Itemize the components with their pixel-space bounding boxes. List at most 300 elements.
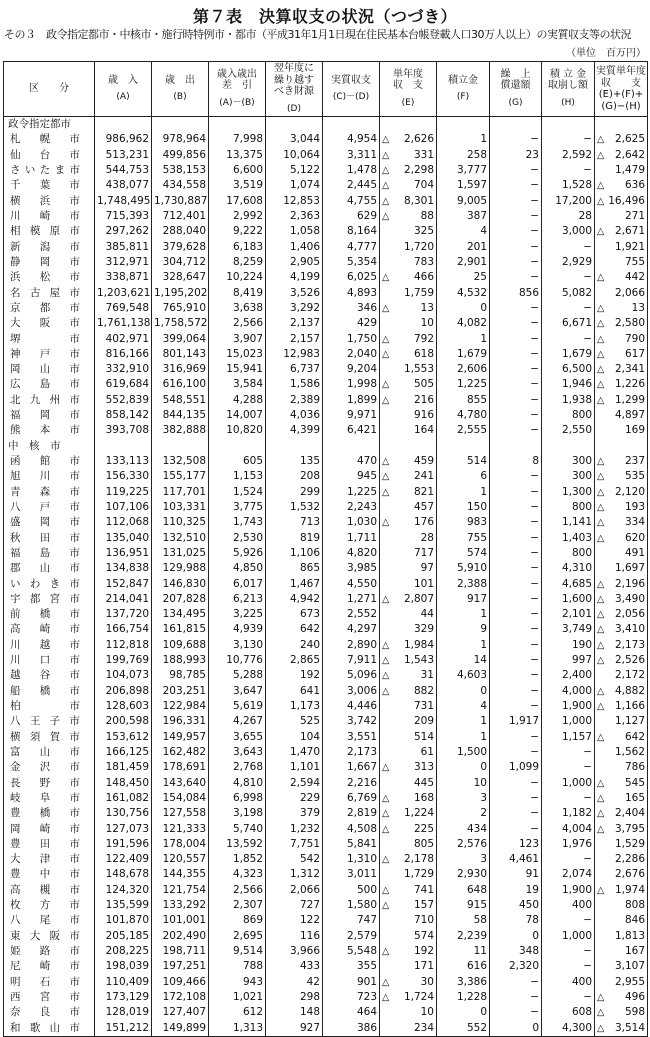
header-early-redemption: 繰 上 償還額 (G): [490, 62, 542, 117]
value-cell: 299: [266, 485, 323, 500]
value-cell: 199,769: [95, 653, 152, 668]
value-cell: −: [490, 316, 542, 331]
value-cell: 387: [437, 209, 490, 224]
value-cell: △ 168: [380, 791, 437, 806]
value-cell: 800: [542, 546, 595, 561]
value-cell: 171: [380, 959, 437, 974]
value-cell: 1,743: [209, 515, 266, 530]
value-cell: △ 2,173: [595, 638, 648, 653]
value-cell: 129,988: [152, 561, 209, 576]
value-cell: 110,325: [152, 515, 209, 530]
value-cell: 755: [437, 530, 490, 545]
value-cell: 7,751: [266, 837, 323, 852]
value-cell: 271: [595, 209, 648, 224]
value-cell: △ 1,543: [380, 653, 437, 668]
value-cell: 124,320: [95, 883, 152, 898]
value-cell: △ 13: [380, 301, 437, 316]
table-row: [4, 975, 648, 990]
value-cell: 3,584: [209, 377, 266, 392]
value-cell: 382,888: [152, 423, 209, 438]
value-cell: 288,040: [152, 224, 209, 239]
value-cell: 3: [437, 852, 490, 867]
value-cell: 538,153: [152, 163, 209, 178]
value-cell: 6,998: [209, 791, 266, 806]
value-cell: 3,742: [323, 714, 380, 729]
value-cell: −: [542, 791, 595, 806]
value-cell: 297,262: [95, 224, 152, 239]
value-cell: −: [490, 163, 542, 178]
value-cell: −: [490, 684, 542, 699]
table-row: [4, 561, 648, 576]
value-cell: △ 31: [380, 668, 437, 683]
value-cell: △ 618: [380, 347, 437, 362]
city-name: 札幌市: [4, 132, 95, 147]
value-cell: △ 193: [595, 500, 648, 515]
value-cell: 1,562: [595, 745, 648, 760]
header-division: 区 分: [4, 62, 95, 117]
city-name: 川崎市: [4, 209, 95, 224]
value-cell: 97: [380, 561, 437, 576]
value-cell: 150: [437, 500, 490, 515]
value-cell: △ 237: [595, 454, 648, 469]
value-cell: 2,243: [323, 500, 380, 515]
value-cell: 6: [437, 469, 490, 484]
value-cell: 123: [490, 837, 542, 852]
city-name: 越谷市: [4, 668, 95, 683]
value-cell: 1,310: [323, 852, 380, 867]
value-cell: 196,331: [152, 714, 209, 729]
value-cell: 3,647: [209, 684, 266, 699]
value-cell: 128,019: [95, 1005, 152, 1020]
table-title: 第７表 決算収支の状況（つづき）: [192, 7, 457, 26]
empty-cell: [209, 439, 266, 454]
value-cell: 4,300: [542, 1020, 595, 1036]
value-cell: 9,514: [209, 944, 266, 959]
value-cell: 191,596: [95, 837, 152, 852]
value-cell: 117,701: [152, 485, 209, 500]
value-cell: −: [490, 730, 542, 745]
value-cell: 4,893: [323, 285, 380, 300]
value-cell: △ 2,626: [380, 132, 437, 147]
value-cell: 379: [266, 806, 323, 821]
value-cell: 1,529: [595, 837, 648, 852]
value-cell: △ 1,974: [595, 883, 648, 898]
value-cell: 1,761,138: [95, 316, 152, 331]
value-cell: 1,099: [490, 760, 542, 775]
value-cell: 552,839: [95, 393, 152, 408]
value-cell: 1,600: [542, 592, 595, 607]
value-cell: 6,737: [266, 362, 323, 377]
value-cell: 208,225: [95, 944, 152, 959]
value-cell: 4,000: [542, 684, 595, 699]
value-cell: −: [542, 852, 595, 867]
value-cell: 132,510: [152, 530, 209, 545]
empty-cell: [490, 117, 542, 133]
value-cell: 3,519: [209, 178, 266, 193]
value-cell: △ 3,514: [595, 1020, 648, 1036]
value-cell: 164: [380, 423, 437, 438]
value-cell: 58: [437, 913, 490, 928]
value-cell: 499,856: [152, 148, 209, 163]
empty-cell: [152, 439, 209, 454]
value-cell: 4,297: [323, 622, 380, 637]
value-cell: 1,479: [595, 163, 648, 178]
table-row: [4, 178, 648, 193]
city-name: 高槻市: [4, 883, 95, 898]
value-cell: 2,239: [437, 929, 490, 944]
value-cell: 127,558: [152, 806, 209, 821]
value-cell: 470: [323, 454, 380, 469]
table-row: [4, 423, 648, 438]
header-reserve-withdrawal: 積 立 金 取崩し額 (H): [542, 62, 595, 117]
city-name: 和歌山市: [4, 1020, 95, 1036]
table-row: [4, 791, 648, 806]
empty-cell: [209, 117, 266, 133]
value-cell: 1: [437, 730, 490, 745]
value-cell: −: [490, 178, 542, 193]
value-cell: 2,606: [437, 362, 490, 377]
value-cell: 434,558: [152, 178, 209, 193]
value-cell: 6,017: [209, 576, 266, 591]
value-cell: −: [490, 990, 542, 1005]
value-cell: 135,599: [95, 898, 152, 913]
value-cell: 2,445: [323, 178, 380, 193]
value-cell: 116: [266, 929, 323, 944]
value-cell: 548,551: [152, 393, 209, 408]
value-cell: 4,004: [542, 821, 595, 836]
city-name: 函館市: [4, 454, 95, 469]
value-cell: 200,598: [95, 714, 152, 729]
value-cell: 2,992: [209, 209, 266, 224]
table-row: [4, 301, 648, 316]
value-cell: 457: [380, 500, 437, 515]
value-cell: 765,910: [152, 301, 209, 316]
value-cell: 28: [380, 530, 437, 545]
value-cell: 103,331: [152, 500, 209, 515]
city-name: 仙台市: [4, 148, 95, 163]
value-cell: 4,850: [209, 561, 266, 576]
value-cell: △ 1,226: [595, 377, 648, 392]
value-cell: 3,225: [209, 607, 266, 622]
value-cell: △ 13: [595, 301, 648, 316]
table-row: [4, 393, 648, 408]
value-cell: △ 241: [380, 469, 437, 484]
value-cell: 3,907: [209, 331, 266, 346]
value-cell: 945: [323, 469, 380, 484]
value-cell: 4,954: [323, 132, 380, 147]
header-real-single-year: 実質単年度 収 支 (E)+(F)+ (G)−(H): [595, 62, 648, 117]
value-cell: 3,000: [542, 224, 595, 239]
value-cell: 2,550: [542, 423, 595, 438]
value-cell: 1,232: [266, 821, 323, 836]
value-cell: 28: [542, 209, 595, 224]
value-cell: △ 4,882: [595, 684, 648, 699]
empty-cell: [323, 439, 380, 454]
value-cell: 6,183: [209, 240, 266, 255]
value-cell: 801,143: [152, 347, 209, 362]
value-cell: 393,708: [95, 423, 152, 438]
value-cell: 5,288: [209, 668, 266, 683]
value-cell: 234: [380, 1020, 437, 1036]
city-name: 八戸市: [4, 500, 95, 515]
value-cell: 133,113: [95, 454, 152, 469]
value-cell: 7,998: [209, 132, 266, 147]
value-cell: △ 225: [380, 821, 437, 836]
value-cell: 865: [266, 561, 323, 576]
table-row: [4, 408, 648, 423]
value-cell: 1,106: [266, 546, 323, 561]
value-cell: 201: [437, 240, 490, 255]
value-cell: △ 216: [380, 393, 437, 408]
value-cell: 1,697: [595, 561, 648, 576]
value-cell: −: [542, 301, 595, 316]
value-cell: −: [490, 745, 542, 760]
value-cell: 148,678: [95, 867, 152, 882]
city-name: 尼崎市: [4, 959, 95, 974]
value-cell: 14: [437, 653, 490, 668]
value-cell: 800: [542, 500, 595, 515]
value-cell: 203,251: [152, 684, 209, 699]
value-cell: 161,815: [152, 622, 209, 637]
value-cell: 1,074: [266, 178, 323, 193]
value-cell: 120,557: [152, 852, 209, 867]
value-cell: 0: [437, 760, 490, 775]
value-cell: 544,753: [95, 163, 152, 178]
value-cell: 1,467: [266, 576, 323, 591]
table-row: [4, 821, 648, 836]
value-cell: 9,971: [323, 408, 380, 423]
table-subtitle: その３ 政令指定都市・中核市・施行時特例市・都市（平成31年1月1日現在住民基本台帳登載人口30万人以上）の実質収支等の状況: [4, 28, 631, 41]
value-cell: 304,712: [152, 255, 209, 270]
value-cell: 298: [266, 990, 323, 1005]
value-cell: 1,586: [266, 377, 323, 392]
value-cell: 154,084: [152, 791, 209, 806]
value-cell: 712,401: [152, 209, 209, 224]
value-cell: 10: [380, 316, 437, 331]
value-cell: △ 704: [380, 178, 437, 193]
value-cell: 355: [323, 959, 380, 974]
value-cell: −: [490, 362, 542, 377]
value-cell: 2,930: [437, 867, 490, 882]
city-name: 旭川市: [4, 469, 95, 484]
value-cell: 1,597: [437, 178, 490, 193]
value-cell: 2,579: [323, 929, 380, 944]
value-cell: 1,313: [209, 1020, 266, 1036]
table-row: [4, 316, 648, 331]
value-cell: −: [490, 515, 542, 530]
value-cell: 17,608: [209, 194, 266, 209]
value-cell: 2,552: [323, 607, 380, 622]
value-cell: 149,957: [152, 730, 209, 745]
value-cell: △ 176: [380, 515, 437, 530]
value-cell: 1,730,887: [152, 194, 209, 209]
value-cell: 608: [542, 1005, 595, 1020]
value-cell: 552: [437, 1020, 490, 1036]
value-cell: 1,470: [266, 745, 323, 760]
value-cell: 3,966: [266, 944, 323, 959]
value-cell: 1,679: [542, 347, 595, 362]
value-cell: 1,748,495: [95, 194, 152, 209]
value-cell: 149,899: [152, 1020, 209, 1036]
section-row: [4, 439, 648, 454]
table-body: [4, 117, 648, 1037]
value-cell: 1,300: [542, 485, 595, 500]
value-cell: 214,041: [95, 592, 152, 607]
table-row: [4, 530, 648, 545]
city-name: 北九州市: [4, 393, 95, 408]
value-cell: △ 1,299: [595, 393, 648, 408]
value-cell: 2,890: [323, 638, 380, 653]
value-cell: 329: [380, 622, 437, 637]
value-cell: 178,004: [152, 837, 209, 852]
city-name: 大阪市: [4, 316, 95, 331]
value-cell: 3,775: [209, 500, 266, 515]
value-cell: 1,478: [323, 163, 380, 178]
value-cell: 9,222: [209, 224, 266, 239]
empty-cell: [152, 117, 209, 133]
value-cell: 169: [595, 423, 648, 438]
value-cell: 1,528: [542, 178, 595, 193]
value-cell: 4,777: [323, 240, 380, 255]
value-cell: 300: [542, 469, 595, 484]
value-cell: 2,389: [266, 393, 323, 408]
value-cell: 10: [380, 1005, 437, 1020]
value-cell: 1,195,202: [152, 285, 209, 300]
value-cell: 131,025: [152, 546, 209, 561]
value-cell: 869: [209, 913, 266, 928]
city-name: 富山市: [4, 745, 95, 760]
table-row: [4, 990, 648, 1005]
value-cell: 5,122: [266, 163, 323, 178]
city-name: 大津市: [4, 852, 95, 867]
value-cell: −: [542, 760, 595, 775]
table-row: [4, 454, 648, 469]
value-cell: −: [490, 423, 542, 438]
value-cell: 6,213: [209, 592, 266, 607]
table-row: [4, 255, 648, 270]
value-cell: △ 2,196: [595, 576, 648, 591]
value-cell: △ 545: [595, 775, 648, 790]
value-cell: 112,818: [95, 638, 152, 653]
city-name: 奈良市: [4, 1005, 95, 1020]
value-cell: 1,225: [437, 377, 490, 392]
value-cell: 209: [380, 714, 437, 729]
value-cell: 133,292: [152, 898, 209, 913]
value-cell: −: [490, 377, 542, 392]
city-name: 新潟市: [4, 240, 95, 255]
value-cell: 166,754: [95, 622, 152, 637]
value-cell: 4,446: [323, 699, 380, 714]
value-cell: 3,107: [595, 959, 648, 974]
table-row: [4, 485, 648, 500]
empty-cell: [380, 439, 437, 454]
value-cell: 2,066: [266, 883, 323, 898]
section-label: 中 核 市: [4, 439, 95, 454]
value-cell: 819: [266, 530, 323, 545]
value-cell: 6,671: [542, 316, 595, 331]
value-cell: 402,971: [95, 331, 152, 346]
city-name: 豊中市: [4, 867, 95, 882]
value-cell: 574: [380, 929, 437, 944]
value-cell: −: [490, 775, 542, 790]
city-name: 秋田市: [4, 530, 95, 545]
empty-cell: [95, 117, 152, 133]
header-single-year: 単年度 収 支 (E): [380, 62, 437, 117]
value-cell: 386: [323, 1020, 380, 1036]
value-cell: 642: [266, 622, 323, 637]
value-cell: −: [490, 806, 542, 821]
value-cell: 173,129: [95, 990, 152, 1005]
table-row: [4, 959, 648, 974]
value-cell: △ 192: [380, 944, 437, 959]
value-cell: 1,900: [542, 883, 595, 898]
value-cell: −: [542, 163, 595, 178]
city-name: 名古屋市: [4, 285, 95, 300]
value-cell: △ 334: [595, 515, 648, 530]
value-cell: 101,870: [95, 913, 152, 928]
value-cell: 3,386: [437, 975, 490, 990]
value-cell: 4,755: [323, 194, 380, 209]
value-cell: −: [490, 576, 542, 591]
value-cell: −: [490, 331, 542, 346]
value-cell: 915: [437, 898, 490, 913]
value-cell: 8: [490, 454, 542, 469]
value-cell: −: [490, 224, 542, 239]
value-cell: △ 2,341: [595, 362, 648, 377]
value-cell: −: [542, 745, 595, 760]
value-cell: △ 790: [595, 331, 648, 346]
value-cell: 178,691: [152, 760, 209, 775]
value-cell: 1,500: [437, 745, 490, 760]
value-cell: 153,612: [95, 730, 152, 745]
value-cell: 1,667: [323, 760, 380, 775]
value-cell: 379,628: [152, 240, 209, 255]
value-cell: 130,756: [95, 806, 152, 821]
value-cell: 1,553: [380, 362, 437, 377]
value-cell: 346: [323, 301, 380, 316]
value-cell: 143,640: [152, 775, 209, 790]
value-cell: 0: [437, 301, 490, 316]
city-name: 青森市: [4, 485, 95, 500]
value-cell: 4: [437, 224, 490, 239]
value-cell: △ 1,984: [380, 638, 437, 653]
value-cell: 983: [437, 515, 490, 530]
city-name: 岡山市: [4, 362, 95, 377]
table-row: [4, 270, 648, 285]
value-cell: 119,225: [95, 485, 152, 500]
table-row: [4, 240, 648, 255]
value-cell: 1,711: [323, 530, 380, 545]
city-name: 西宮市: [4, 990, 95, 1005]
value-cell: 98,785: [152, 668, 209, 683]
value-cell: 2,901: [437, 255, 490, 270]
value-cell: 6,500: [542, 362, 595, 377]
value-cell: 2,074: [542, 867, 595, 882]
value-cell: △ 466: [380, 270, 437, 285]
value-cell: 4,310: [542, 561, 595, 576]
city-name: 岐阜市: [4, 791, 95, 806]
value-cell: 434: [437, 821, 490, 836]
value-cell: 161,082: [95, 791, 152, 806]
value-cell: 713: [266, 515, 323, 530]
value-cell: 997: [542, 653, 595, 668]
value-cell: 858,142: [95, 408, 152, 423]
empty-cell: [380, 117, 437, 133]
value-cell: −: [490, 301, 542, 316]
value-cell: 3,198: [209, 806, 266, 821]
value-cell: 616,100: [152, 377, 209, 392]
value-cell: 2,286: [595, 852, 648, 867]
